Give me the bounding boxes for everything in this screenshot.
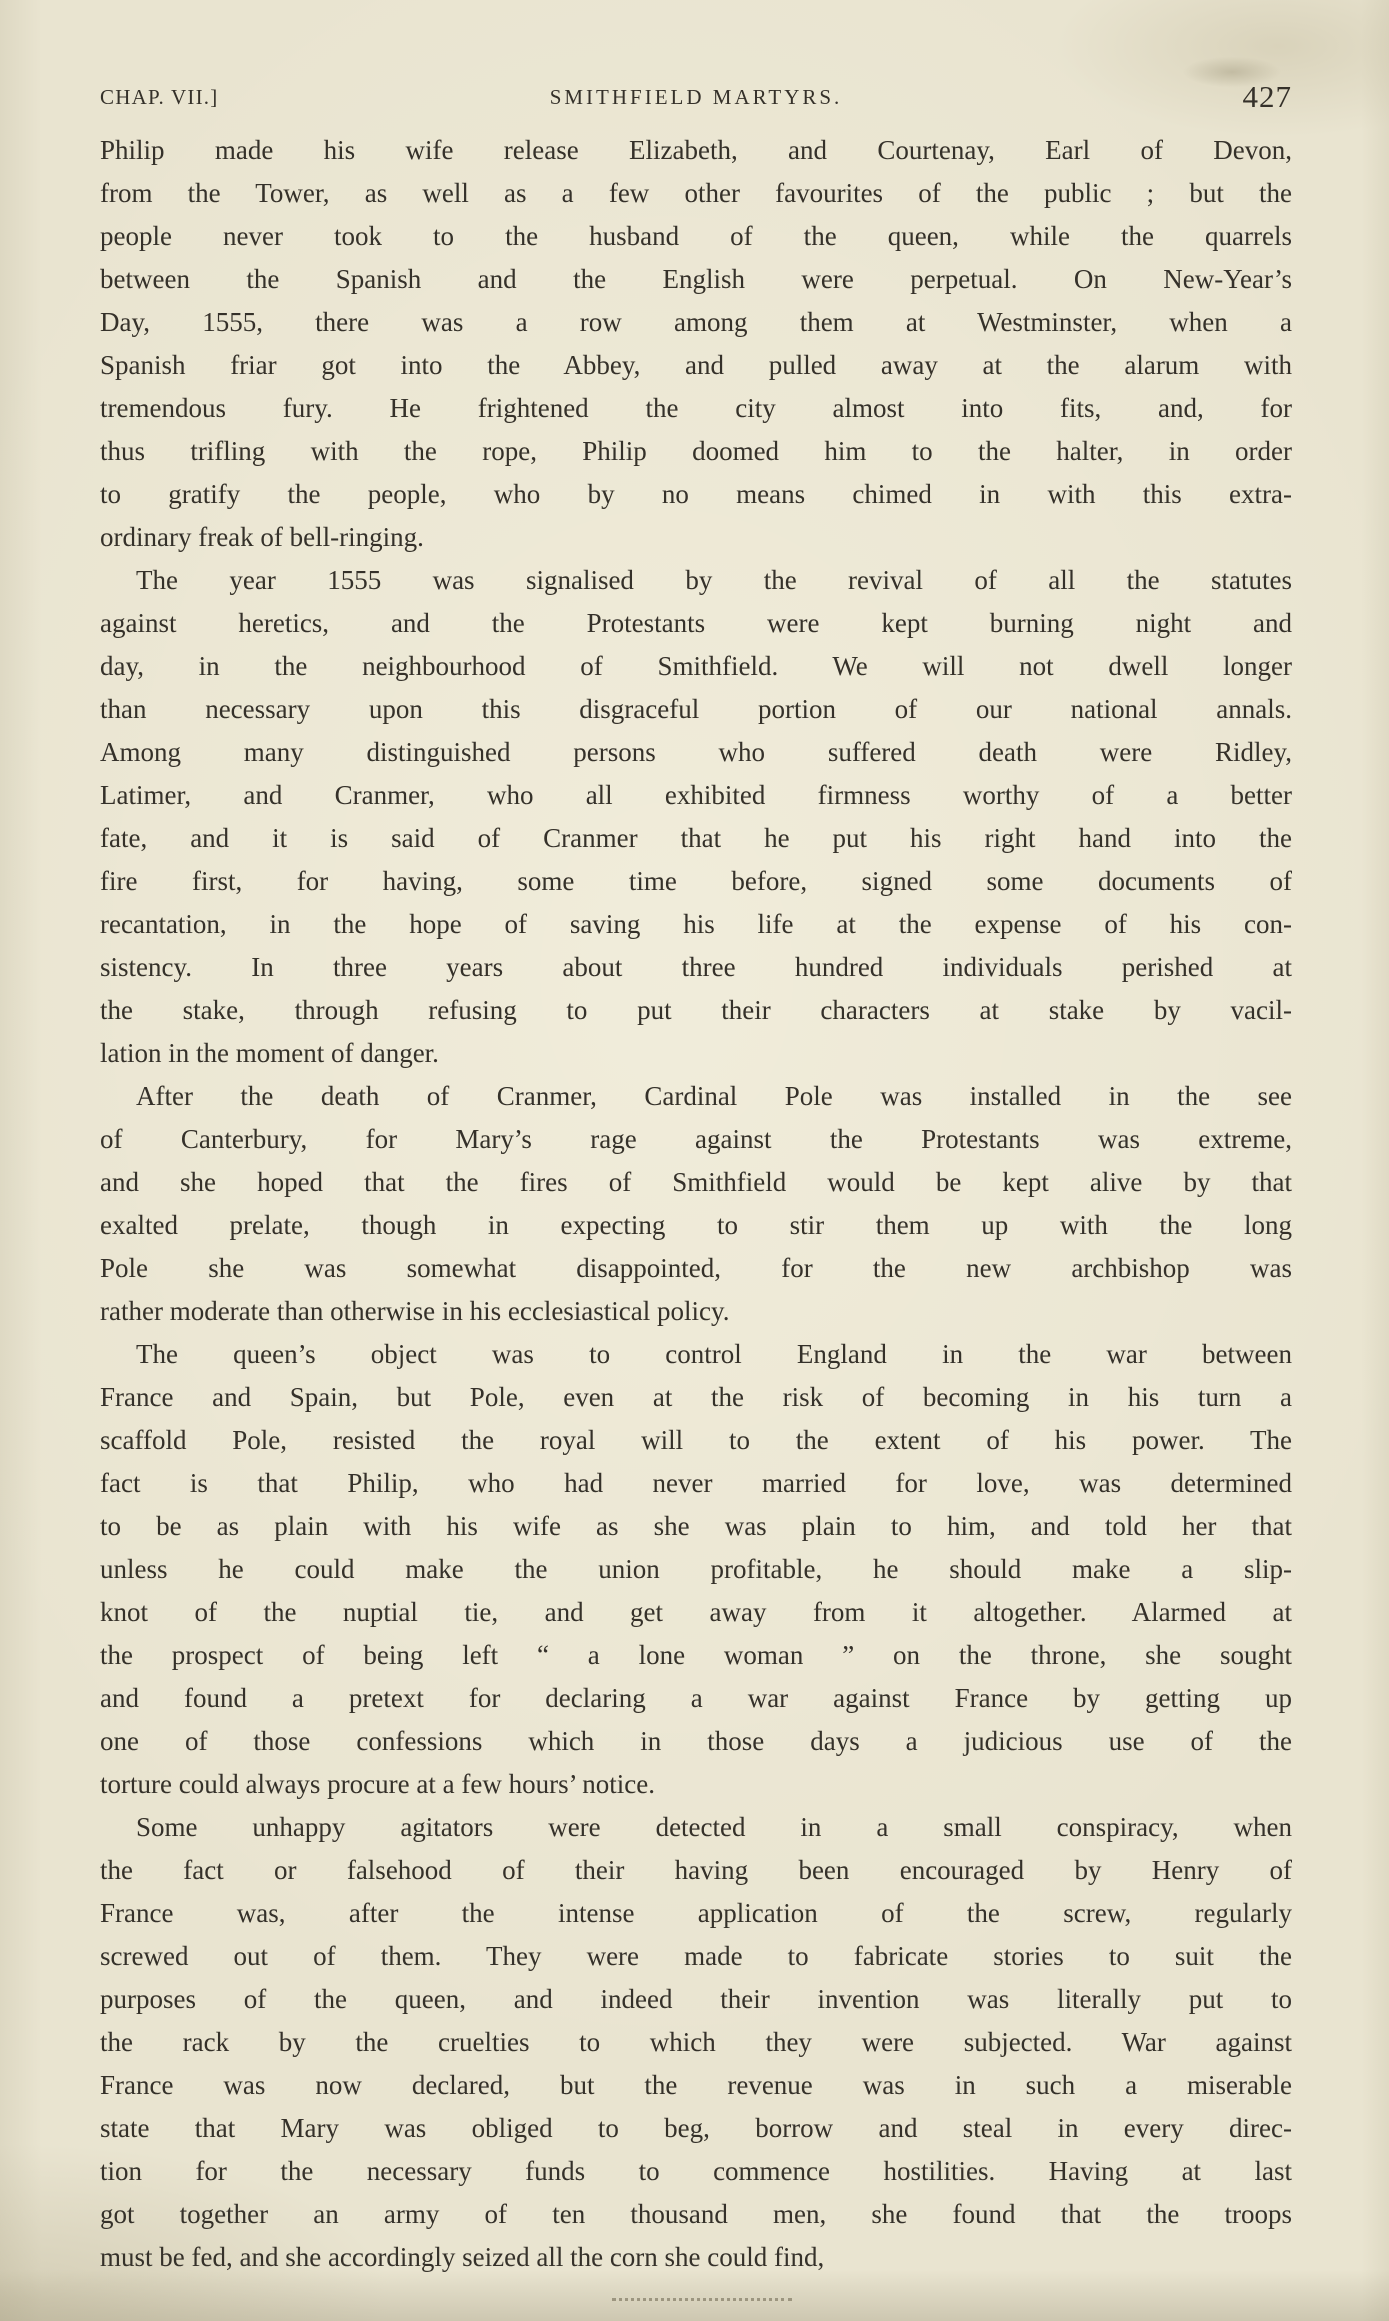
text-line: Spanish friar got into the Abbey, and pulled away at the alarum with [100,350,1292,380]
text-line: lation in the moment of danger. [100,1038,439,1068]
text-line: purposes of the queen, and indeed their invention was literally put to [100,1984,1292,2014]
text-line: tremendous fury. He frightened the city almost into fits, and, for [100,393,1292,423]
text-line: exalted prelate, though in expecting to stir them up with the long [100,1210,1292,1240]
text-line: Philip made his wife release Elizabeth, and Courtenay, Earl of Devon, [100,135,1292,165]
text-line: The year 1555 was signalised by the revival of all the statutes [136,565,1292,595]
text-line: to gratify the people, who by no means chimed in with this extra- [100,479,1292,509]
paragraph [100,1806,1292,2279]
paragraph [100,559,1292,1075]
scan-artifact-dots [612,2298,792,2301]
text-line: After the death of Cranmer, Cardinal Pole was installed in the see [136,1081,1292,1111]
text-line: tion for the necessary funds to commence hostilities. Having at last [100,2156,1292,2186]
text-line: France was, after the intense application of the screw, regularly [100,1898,1292,1928]
text-line: must be fed, and she accordingly seized all the corn she could find, [100,2242,825,2272]
running-title: SMITHFIELD MARTYRS. [549,85,843,109]
text-line: knot of the nuptial tie, and get away from it altogether. Alarmed at [100,1597,1292,1627]
text-line: than necessary upon this disgraceful portion of our national annals. [100,694,1292,724]
text-line: against heretics, and the Protestants were kept burning night and [100,608,1292,638]
text-line: thus trifling with the rope, Philip doomed him to the halter, in order [100,436,1292,466]
text-line: state that Mary was obliged to beg, borrow and steal in every direc- [100,2113,1292,2143]
text-line: torture could always procure at a few hours’ notice. [100,1769,656,1799]
paragraph [100,129,1292,559]
text-line: Latimer, and Cranmer, who all exhibited firmness worthy of a better [100,780,1292,810]
text-line: of Canterbury, for Mary’s rage against the Protestants was extreme, [100,1124,1292,1154]
text-line: scaffold Pole, resisted the royal will to the extent of his power. The [100,1425,1292,1455]
text-line: the stake, through refusing to put their characters at stake by vacil- [100,995,1292,1025]
text-line: fire first, for having, some time before, signed some documents of [100,866,1292,896]
text-line: one of those confessions which in those days a judicious use of the [100,1726,1292,1756]
text-line: fate, and it is said of Cranmer that he put his right hand into the [100,823,1292,853]
text-line: to be as plain with his wife as she was plain to him, and told her that [100,1511,1292,1541]
text-line: Some unhappy agitators were detected in a small conspiracy, when [136,1812,1292,1842]
text-line: screwed out of them. They were made to fabricate stories to suit the [100,1941,1292,1971]
text-line: the fact or falsehood of their having been encouraged by Henry of [100,1855,1292,1885]
text-line: from the Tower, as well as a few other favourites of the public ; but the [100,178,1292,208]
chapter-label: CHAP. VII.] [100,85,219,109]
text-line: The queen’s object was to control England in the war between [136,1339,1292,1369]
page-body [100,129,1292,2279]
text-line: Pole she was somewhat disappointed, for the new archbishop was [100,1253,1292,1283]
text-line: ordinary freak of bell-ringing. [100,522,424,552]
text-line: France and Spain, but Pole, even at the risk of becoming in his turn a [100,1382,1292,1412]
text-line: fact is that Philip, who had never married for love, was determined [100,1468,1292,1498]
text-line: between the Spanish and the English were perpetual. On New-Year’s [100,264,1292,294]
paragraph [100,1075,1292,1333]
text-line: sistency. In three years about three hundred individuals perished at [100,952,1292,982]
text-line: Among many distinguished persons who suffered death were Ridley, [100,737,1292,767]
text-line: the rack by the cruelties to which they were subjected. War against [100,2027,1292,2057]
text-line: people never took to the husband of the queen, while the quarrels [100,221,1292,251]
text-line: recantation, in the hope of saving his life at the expense of his con- [100,909,1292,939]
text-line: France was now declared, but the revenue was in such a miserable [100,2070,1292,2100]
paragraph [100,1333,1292,1806]
page-header [100,74,1292,112]
text-line: rather moderate than otherwise in his ecclesiastical policy. [100,1296,730,1326]
text-line: day, in the neighbourhood of Smithfield. We will not dwell longer [100,651,1292,681]
text-line: Day, 1555, there was a row among them at Westminster, when a [100,307,1292,337]
text-line: the prospect of being left “ a lone woman ” on the throne, she sought [100,1640,1292,1670]
page-number: 427 [1242,79,1292,114]
text-line: got together an army of ten thousand men, she found that the troops [100,2199,1292,2229]
text-line: and she hoped that the fires of Smithfield would be kept alive by that [100,1167,1292,1197]
text-line: unless he could make the union profitable, he should make a slip- [100,1554,1292,1584]
text-line: and found a pretext for declaring a war against France by getting up [100,1683,1292,1713]
